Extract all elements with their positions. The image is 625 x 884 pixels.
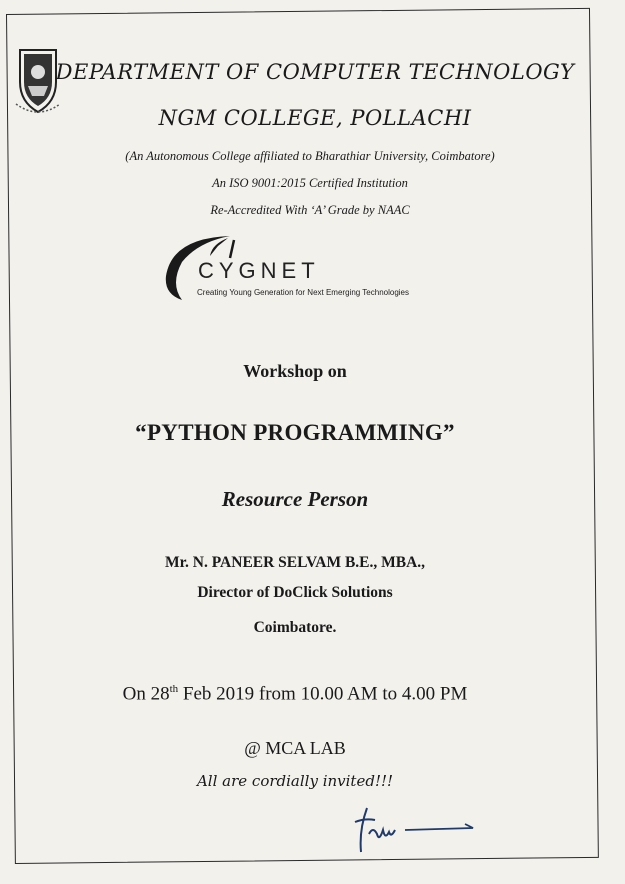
signature-icon	[345, 800, 485, 860]
event-date: On 28th Feb 2019 from 10.00 AM to 4.00 PM	[122, 683, 468, 705]
resource-heading: Resource Person	[221, 487, 369, 511]
accreditation-text: Re-Accredited With ‘A’ Grade by NAAC	[210, 203, 410, 217]
affiliation-text: (An Autonomous College affiliated to Bharathiar University, Coimbatore)	[125, 149, 495, 163]
resource-person-name: Mr. N. PANEER SELVAM B.E., MBA.,	[164, 554, 426, 571]
event-venue: @ MCA LAB	[244, 738, 346, 758]
workshop-label: Workshop on	[243, 361, 347, 381]
iso-text: An ISO 9001:2015 Certified Institution	[212, 176, 408, 190]
invitation-text: All are cordially invited!!!	[196, 772, 394, 790]
college-name: NGM COLLEGE, POLLACHI	[158, 106, 472, 130]
workshop-topic: “PYTHON PROGRAMMING”	[135, 420, 455, 445]
resource-person-role: Director of DoClick Solutions	[197, 584, 393, 601]
department-title: DEPARTMENT OF COMPUTER TECHNOLOGY	[55, 60, 575, 84]
logo-tagline: Creating Young Generation for Next Emerging Technologies	[197, 288, 409, 297]
logo-name: CYGNET	[198, 258, 320, 283]
resource-person-place: Coimbatore.	[253, 619, 337, 636]
